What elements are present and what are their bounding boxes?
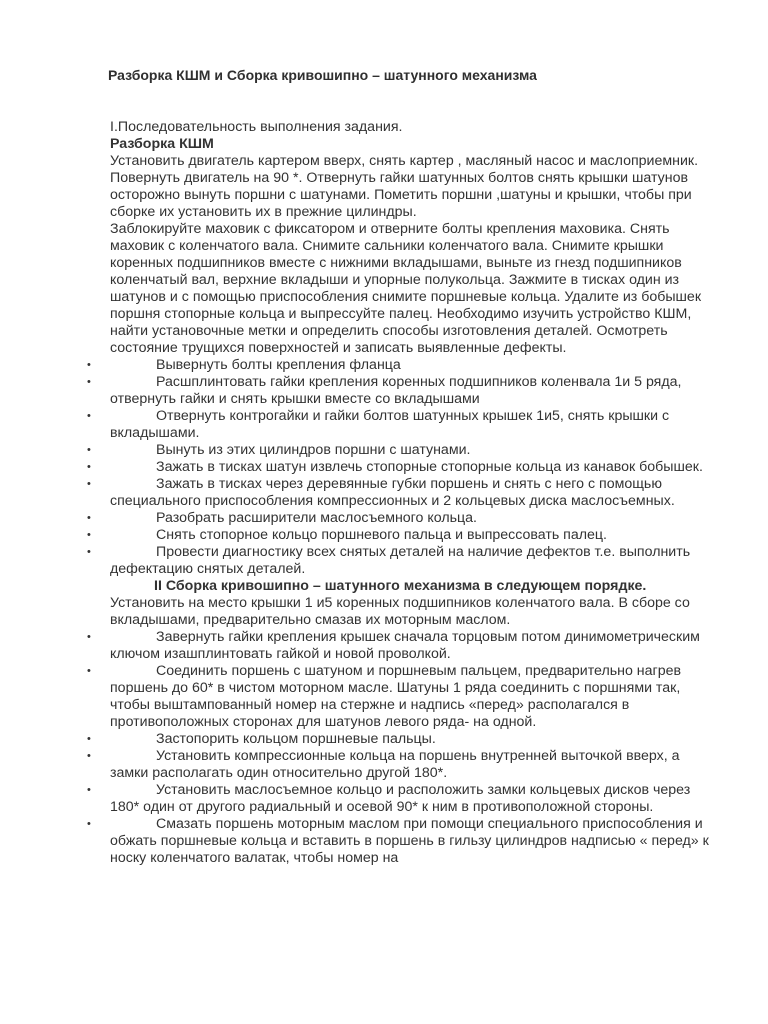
bullet-icon: • [87,359,91,371]
section1-label: I.Последовательность выполнения задания. [110,119,403,135]
assembly-steps-list [87,629,710,867]
section2-intro: Установить на место крышки 1 и5 коренных подшипников коленчатого вала. В сборе со вкладышами, предварительно смазав их моторным маслом. [110,595,690,628]
list-item [87,408,710,442]
bullet-icon: • [87,665,91,677]
list-item-text: Установить маслосъемное кольцо и расположить замки кольцевых дисков через 180* один от другого радиальный и осевой 90* к ним в противоположной стороны. [110,782,691,815]
bullet-icon: • [87,631,91,643]
section1-paragraph-1: Установить двигатель картером вверх, снять картер , масляный насос и маслоприемник. Повернуть двигатель на 90 *. Отвернуть гайки шатунных болтов снять крышки шатунов осторожно вынуть поршни с шатунами. Пометить поршни ,шатуны и крышки, чтобы при сборке их установить их в прежние цилиндры. [110,153,699,220]
list-item [87,663,710,731]
document-title: Разборка КШМ и Cборка кривошипно – шатунного механизма [108,67,537,83]
bullet-icon: • [87,529,91,541]
list-item-text: Застопорить кольцом поршневые пальцы. [156,731,436,747]
bullet-icon: • [87,733,91,745]
list-item [87,544,710,578]
bullet-icon: • [87,784,91,796]
list-item [87,629,710,663]
section1-paragraph-2: Заблокируйте маховик с фиксатором и отверните болты крепления маховика. Снять маховик с коленчатого вала. Снимите сальники коленчатого вала. Снимите крышки коренных подшипников вместе с нижними вкладышами, выньте из гнезд подшипников коленчатый вал, верхние вкладыши и упорные полукольца. Зажмите в тисках один из шатунов и с помощью приспособления снимите поршневые кольца. Удалите из бобышек поршня стопорные кольца и выпрессуйте палец. Необходимо изучить устройство КШМ, найти установочные метки и определить способы изготовления деталей. Осмотреть состояние трущихся поверхностей и записать выявленные дефекты. [110,221,702,356]
bullet-icon: • [87,444,91,456]
list-item [87,510,710,527]
bullet-icon: • [87,818,91,830]
list-item-text: Смазать поршень моторным маслом при помощи специального приспособления и обжать поршневые кольца и вставить в поршень в гильзу цилиндров надписью « перед» к носку коленчатого валатак, чтобы номер на [110,816,709,866]
list-item [87,782,710,816]
disassembly-steps-list [87,357,710,578]
list-item-text: Расшплинтовать гайки крепления коренных подшипников коленвала 1и 5 ряда, отвернуть гайки и снять крышки вместе со вкладышами [110,374,682,407]
list-item-text: Разобрать расширители маслосъемного кольца. [156,510,477,526]
bullet-icon: • [87,478,91,490]
list-item [87,476,710,510]
bullet-icon: • [87,461,91,473]
bullet-icon: • [87,750,91,762]
bullet-icon: • [87,376,91,388]
list-item [87,731,710,748]
list-item [87,748,710,782]
list-item [87,374,710,408]
list-item-text: Установить компрессионные кольца на поршень внутренней выточкой вверх, а замки располагать один относительно другой 180*. [110,748,680,781]
list-item-text: Провести диагностику всех снятых деталей на наличие дефектов т.е. выполнить дефектацию снятых деталей. [110,544,691,577]
list-item [87,442,710,459]
list-item [87,816,710,867]
section2-heading: II Сборка кривошипно – шатунного механизма в следующем порядке. [154,578,647,594]
list-item-text: Вывернуть болты крепления фланца [156,357,401,373]
list-item-text: Вынуть из этих цилиндров поршни с шатунами. [156,442,471,458]
list-item [87,459,710,476]
list-item-text: Завернуть гайки крепления крышек сначала торцовым потом динимометрическим ключом изашплинтовать гайкой и новой проволкой. [110,629,700,662]
list-item-text: Соединить поршень с шатуном и поршневым пальцем, предварительно нагрев поршень до 60* в чистом моторном масле. Шатуны 1 ряда соединить с поршнями так, чтобы выштампованный номер на стержне и надпись «перед» располагался в противоположных сторонах для шатунов левого ряда- на одной. [110,663,682,730]
list-item-text: Зажать в тисках через деревянные губки поршень и снять с него с помощью специального приспособления компрессионных и 2 кольцевых диска маслосъемных. [110,476,675,509]
document-body [87,119,710,867]
list-item-text: Снять стопорное кольцо поршневого пальца и выпрессовать палец. [156,527,607,543]
list-item [87,357,710,374]
bullet-icon: • [87,512,91,524]
list-item [87,527,710,544]
bullet-icon: • [87,410,91,422]
bullet-icon: • [87,546,91,558]
list-item-text: Зажать в тисках шатун извлечь стопорные стопорные кольца из канавок бобышек. [156,459,703,475]
section1-heading: Разборка КШМ [110,136,214,152]
list-item-text: Отвернуть контрогайки и гайки болтов шатунных крышек 1и5, снять крышки с вкладышами. [110,408,670,441]
